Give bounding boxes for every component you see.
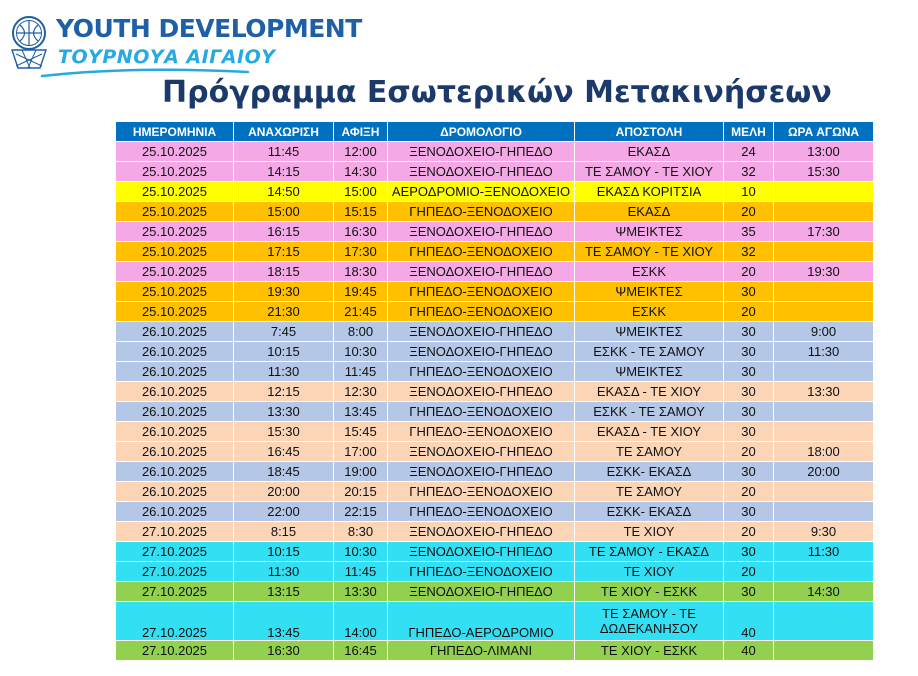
cell-route: ΓΗΠΕΔΟ-ΑΕΡΟΔΡΟΜΙΟ [388,602,575,641]
cell-departure: 13:45 [234,602,334,641]
cell-arrival: 15:15 [334,202,388,222]
cell-members: 30 [724,382,774,402]
cell-team: ΕΣΚΚ - ΤΕ ΣΑΜΟΥ [575,402,724,422]
cell-arrival: 12:30 [334,382,388,402]
cell-date: 27.10.2025 [116,582,234,602]
table-row [116,242,874,262]
cell-departure: 7:45 [234,322,334,342]
cell-arrival: 22:15 [334,502,388,522]
cell-date: 26.10.2025 [116,342,234,362]
cell-departure: 10:15 [234,542,334,562]
cell-date: 25.10.2025 [116,222,234,242]
cell-members: 30 [724,422,774,442]
cell-date: 26.10.2025 [116,382,234,402]
cell-route: ΓΗΠΕΔΟ-ΞΕΝΟΔΟΧΕΙΟ [388,242,575,262]
cell-members: 30 [724,322,774,342]
header-row [116,122,874,142]
cell-arrival: 10:30 [334,542,388,562]
cell-arrival: 13:30 [334,582,388,602]
cell-game-time: 13:00 [774,142,874,162]
table-row [116,222,874,242]
cell-game-time [774,482,874,502]
cell-departure: 14:15 [234,162,334,182]
table-row [116,402,874,422]
cell-game-time: 13:30 [774,382,874,402]
cell-team: ΤΕ ΧΙΟΥ - ΕΣΚΚ [575,582,724,602]
cell-members: 40 [724,641,774,661]
cell-game-time: 14:30 [774,582,874,602]
cell-arrival: 15:45 [334,422,388,442]
cell-route: ΞΕΝΟΔΟΧΕΙΟ-ΓΗΠΕΔΟ [388,322,575,342]
table-row [116,422,874,442]
cell-date: 27.10.2025 [116,522,234,542]
cell-date: 25.10.2025 [116,262,234,282]
cell-members: 32 [724,242,774,262]
cell-members: 10 [724,182,774,202]
cell-members: 30 [724,342,774,362]
cell-arrival: 19:00 [334,462,388,482]
cell-arrival: 11:45 [334,562,388,582]
cell-date: 25.10.2025 [116,242,234,262]
cell-departure: 13:15 [234,582,334,602]
cell-arrival: 12:00 [334,142,388,162]
cell-game-time: 9:30 [774,522,874,542]
table-row [116,522,874,542]
cell-arrival: 19:45 [334,282,388,302]
cell-route: ΓΗΠΕΔΟ-ΞΕΝΟΔΟΧΕΙΟ [388,362,575,382]
cell-game-time [774,242,874,262]
cell-team: ΕΣΚΚ [575,262,724,282]
cell-departure: 11:30 [234,362,334,382]
cell-departure: 16:15 [234,222,334,242]
cell-route: ΞΕΝΟΔΟΧΕΙΟ-ΓΗΠΕΔΟ [388,262,575,282]
cell-departure: 11:45 [234,142,334,162]
cell-arrival: 8:30 [334,522,388,542]
col-header-route: ΔΡΟΜΟΛΟΓΙΟ [388,122,575,142]
table-row [116,641,874,661]
cell-members: 20 [724,202,774,222]
cell-route: ΓΗΠΕΔΟ-ΞΕΝΟΔΟΧΕΙΟ [388,282,575,302]
table-row [116,442,874,462]
cell-departure: 19:30 [234,282,334,302]
cell-date: 25.10.2025 [116,282,234,302]
cell-route: ΓΗΠΕΔΟ-ΞΕΝΟΔΟΧΕΙΟ [388,402,575,422]
cell-route: ΓΗΠΕΔΟ-ΞΕΝΟΔΟΧΕΙΟ [388,302,575,322]
cell-game-time: 11:30 [774,542,874,562]
cell-date: 27.10.2025 [116,562,234,582]
cell-members: 30 [724,282,774,302]
federation-logo [6,14,52,70]
cell-departure: 18:45 [234,462,334,482]
cell-route: ΞΕΝΟΔΟΧΕΙΟ-ΓΗΠΕΔΟ [388,382,575,402]
table-row [116,562,874,582]
cell-team: ΕΣΚΚ [575,302,724,322]
cell-team: ΤΕ ΧΙΟΥ [575,522,724,542]
cell-game-time: 9:00 [774,322,874,342]
cell-arrival: 21:45 [334,302,388,322]
cell-route: ΞΕΝΟΔΟΧΕΙΟ-ΓΗΠΕΔΟ [388,222,575,242]
cell-team: ΕΚΑΣΔ [575,142,724,162]
cell-route: ΓΗΠΕΔΟ-ΞΕΝΟΔΟΧΕΙΟ [388,502,575,522]
cell-arrival: 11:45 [334,362,388,382]
cell-arrival: 14:00 [334,602,388,641]
table-row [116,322,874,342]
cell-date: 25.10.2025 [116,302,234,322]
cell-route: ΞΕΝΟΔΟΧΕΙΟ-ΓΗΠΕΔΟ [388,162,575,182]
cell-game-time [774,362,874,382]
table-row [116,162,874,182]
cell-date: 27.10.2025 [116,641,234,661]
cell-game-time: 17:30 [774,222,874,242]
cell-game-time: 18:00 [774,442,874,462]
cell-members: 30 [724,402,774,422]
table-row [116,462,874,482]
cell-team: ΤΕ ΣΑΜΟΥ - ΤΕ ΔΩΔΕΚΑΝΗΣΟΥ [575,602,724,641]
cell-members: 30 [724,502,774,522]
cell-departure: 15:00 [234,202,334,222]
cell-team: ΕΣΚΚ - ΤΕ ΣΑΜΟΥ [575,342,724,362]
cell-arrival: 17:30 [334,242,388,262]
cell-route: ΓΗΠΕΔΟ-ΞΕΝΟΔΟΧΕΙΟ [388,562,575,582]
cell-team: ΤΕ ΣΑΜΟΥ - ΤΕ ΧΙΟΥ [575,162,724,182]
table-row [116,302,874,322]
col-header-date: ΗΜΕΡΟΜΗΝΙΑ [116,122,234,142]
cell-date: 26.10.2025 [116,482,234,502]
cell-game-time [774,641,874,661]
cell-route: ΞΕΝΟΔΟΧΕΙΟ-ΓΗΠΕΔΟ [388,542,575,562]
cell-arrival: 16:30 [334,222,388,242]
cell-game-time: 19:30 [774,262,874,282]
cell-departure: 21:30 [234,302,334,322]
page-title: Πρόγραμμα Εσωτερικών Μετακινήσεων [162,75,832,110]
cell-departure: 12:15 [234,382,334,402]
table-row [116,262,874,282]
cell-date: 27.10.2025 [116,602,234,641]
cell-game-time [774,602,874,641]
cell-members: 20 [724,482,774,502]
col-header-game-time: ΩΡΑ ΑΓΩΝΑ [774,122,874,142]
table-row [116,542,874,562]
cell-arrival: 15:00 [334,182,388,202]
table-row [116,502,874,522]
cell-game-time: 15:30 [774,162,874,182]
cell-arrival: 17:00 [334,442,388,462]
cell-team: ΤΕ ΣΑΜΟΥ - ΤΕ ΧΙΟΥ [575,242,724,262]
cell-members: 30 [724,542,774,562]
brand-title: YOUTH DEVELOPMENT [56,14,362,43]
cell-game-time [774,562,874,582]
cell-route: ΓΗΠΕΔΟ-ΞΕΝΟΔΟΧΕΙΟ [388,482,575,502]
table-row [116,202,874,222]
cell-date: 25.10.2025 [116,202,234,222]
col-header-departure: ΑΝΑΧΩΡΙΣΗ [234,122,334,142]
col-header-members: ΜΕΛΗ [724,122,774,142]
cell-team: ΕΣΚΚ- ΕΚΑΣΔ [575,462,724,482]
cell-route: ΓΗΠΕΔΟ-ΞΕΝΟΔΟΧΕΙΟ [388,422,575,442]
cell-departure: 13:30 [234,402,334,422]
cell-members: 20 [724,562,774,582]
cell-team: ΤΕ ΧΙΟΥ [575,562,724,582]
cell-departure: 16:30 [234,641,334,661]
cell-game-time [774,282,874,302]
cell-members: 32 [724,162,774,182]
cell-route: ΑΕΡΟΔΡΟΜΙΟ-ΞΕΝΟΔΟΧΕΙΟ [388,182,575,202]
cell-team: ΨΜΕΙΚΤΕΣ [575,282,724,302]
cell-date: 26.10.2025 [116,402,234,422]
cell-arrival: 14:30 [334,162,388,182]
cell-date: 25.10.2025 [116,142,234,162]
table-row [116,582,874,602]
cell-date: 25.10.2025 [116,162,234,182]
table-row [116,142,874,162]
table-row [116,382,874,402]
cell-departure: 14:50 [234,182,334,202]
cell-team: ΕΣΚΚ- ΕΚΑΣΔ [575,502,724,522]
cell-route: ΞΕΝΟΔΟΧΕΙΟ-ΓΗΠΕΔΟ [388,582,575,602]
cell-members: 24 [724,142,774,162]
cell-departure: 22:00 [234,502,334,522]
cell-route: ΞΕΝΟΔΟΧΕΙΟ-ΓΗΠΕΔΟ [388,442,575,462]
cell-date: 26.10.2025 [116,422,234,442]
cell-members: 30 [724,582,774,602]
cell-team: ΨΜΕΙΚΤΕΣ [575,322,724,342]
cell-date: 26.10.2025 [116,502,234,522]
brand-subtitle: ΤΟΥΡΝΟΥΑ ΑΙΓΑΙΟΥ [58,46,276,68]
cell-route: ΞΕΝΟΔΟΧΕΙΟ-ΓΗΠΕΔΟ [388,522,575,542]
cell-game-time [774,422,874,442]
cell-departure: 10:15 [234,342,334,362]
cell-date: 26.10.2025 [116,442,234,462]
cell-members: 40 [724,602,774,641]
cell-arrival: 18:30 [334,262,388,282]
cell-route: ΞΕΝΟΔΟΧΕΙΟ-ΓΗΠΕΔΟ [388,342,575,362]
cell-departure: 8:15 [234,522,334,542]
transfer-schedule-table [115,121,874,661]
cell-game-time [774,302,874,322]
cell-game-time: 11:30 [774,342,874,362]
table-row [116,602,874,641]
cell-team: ΤΕ ΣΑΜΟΥ [575,482,724,502]
cell-date: 27.10.2025 [116,542,234,562]
cell-team: ΤΕ ΣΑΜΟΥ [575,442,724,462]
cell-departure: 11:30 [234,562,334,582]
cell-game-time [774,402,874,422]
cell-arrival: 10:30 [334,342,388,362]
cell-departure: 18:15 [234,262,334,282]
cell-departure: 20:00 [234,482,334,502]
cell-date: 26.10.2025 [116,362,234,382]
cell-game-time [774,502,874,522]
cell-departure: 15:30 [234,422,334,442]
cell-members: 30 [724,362,774,382]
table-row [116,282,874,302]
cell-date: 26.10.2025 [116,462,234,482]
cell-departure: 17:15 [234,242,334,262]
cell-departure: 16:45 [234,442,334,462]
cell-game-time [774,202,874,222]
cell-game-time: 20:00 [774,462,874,482]
cell-team: ΕΚΑΣΔ [575,202,724,222]
cell-members: 20 [724,302,774,322]
table-row [116,482,874,502]
cell-members: 20 [724,442,774,462]
cell-route: ΓΗΠΕΔΟ-ΞΕΝΟΔΟΧΕΙΟ [388,202,575,222]
cell-members: 30 [724,462,774,482]
cell-game-time [774,182,874,202]
cell-team: ΨΜΕΙΚΤΕΣ [575,362,724,382]
cell-route: ΞΕΝΟΔΟΧΕΙΟ-ΓΗΠΕΔΟ [388,142,575,162]
table-row [116,342,874,362]
cell-date: 26.10.2025 [116,322,234,342]
cell-route: ΓΗΠΕΔΟ-ΛΙΜΑΝΙ [388,641,575,661]
cell-team: ΨΜΕΙΚΤΕΣ [575,222,724,242]
cell-arrival: 16:45 [334,641,388,661]
cell-team: ΤΕ ΣΑΜΟΥ - ΕΚΑΣΔ [575,542,724,562]
cell-members: 20 [724,262,774,282]
cell-arrival: 13:45 [334,402,388,422]
cell-arrival: 8:00 [334,322,388,342]
cell-members: 35 [724,222,774,242]
cell-members: 20 [724,522,774,542]
cell-team: ΕΚΑΣΔ - ΤΕ ΧΙΟΥ [575,422,724,442]
cell-arrival: 20:15 [334,482,388,502]
cell-team: ΕΚΑΣΔ - ΤΕ ΧΙΟΥ [575,382,724,402]
cell-team: ΤΕ ΧΙΟΥ - ΕΣΚΚ [575,641,724,661]
table-row [116,362,874,382]
col-header-arrival: ΑΦΙΞΗ [334,122,388,142]
col-header-team: ΑΠΟΣΤΟΛΗ [575,122,724,142]
cell-route: ΞΕΝΟΔΟΧΕΙΟ-ΓΗΠΕΔΟ [388,462,575,482]
table-row [116,182,874,202]
cell-date: 25.10.2025 [116,182,234,202]
cell-team: ΕΚΑΣΔ ΚΟΡΙΤΣΙΑ [575,182,724,202]
